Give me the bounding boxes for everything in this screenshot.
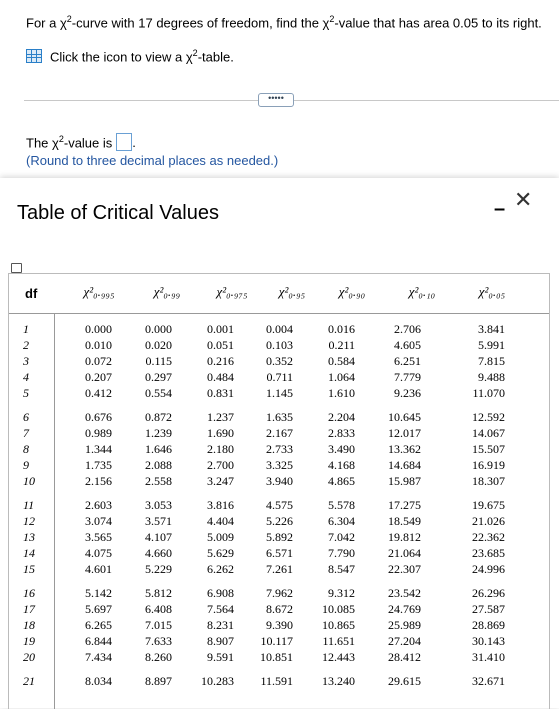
table-cell: 15.507: [472, 442, 505, 456]
table-cell: 0.051: [207, 338, 234, 352]
table-cell: 2.603: [85, 498, 112, 512]
table-cell: 9.390: [266, 618, 293, 632]
table-grid-icon[interactable]: [26, 49, 42, 63]
table-cell: 8.260: [145, 650, 172, 664]
table-cell: 8.672: [266, 602, 293, 616]
table-cell: 0.207: [85, 370, 112, 384]
df-value: 12: [23, 514, 35, 528]
table-cell: 5.578: [328, 498, 355, 512]
table-cell: 10.645: [388, 410, 421, 424]
table-row: [9, 618, 549, 634]
table-cell: 27.587: [472, 602, 505, 616]
table-cell: 7.042: [328, 530, 355, 544]
df-value: 13: [23, 530, 35, 544]
table-cell: 6.908: [207, 586, 234, 600]
table-cell: 6.265: [85, 618, 112, 632]
table-cell: 16.919: [472, 458, 505, 472]
table-cell: 19.812: [388, 530, 421, 544]
table-cell: 3.053: [145, 498, 172, 512]
df-value: 17: [23, 602, 35, 616]
table-row: [9, 530, 549, 546]
table-cell: 30.143: [472, 634, 505, 648]
table-cell: 3.074: [85, 514, 112, 528]
table-cell: 17.275: [388, 498, 421, 512]
table-cell: 4.601: [85, 562, 112, 576]
table-cell: 27.204: [388, 634, 421, 648]
df-value: 21: [23, 674, 35, 688]
df-value: 16: [23, 586, 35, 600]
df-value: 18: [23, 618, 35, 632]
table-cell: 1.735: [85, 458, 112, 472]
table-cell: 1.690: [207, 426, 234, 440]
table-row: [9, 546, 549, 562]
table-cell: 6.408: [145, 602, 172, 616]
table-cell: 7.633: [145, 634, 172, 648]
table-cell: 5.991: [478, 338, 505, 352]
table-cell: 0.297: [145, 370, 172, 384]
table-row: [9, 650, 549, 666]
expand-button[interactable]: •••••: [258, 93, 294, 107]
column-header: χ²₀.₉₉₅: [83, 284, 115, 299]
table-cell: 0.554: [145, 386, 172, 400]
table-cell: 0.216: [207, 354, 234, 368]
table-cell: 8.907: [207, 634, 234, 648]
table-cell: 0.010: [85, 338, 112, 352]
table-row: [9, 442, 549, 458]
table-cell: 2.833: [328, 426, 355, 440]
table-cell: 2.733: [266, 442, 293, 456]
table-cell: 18.549: [388, 514, 421, 528]
table-cell: 4.605: [394, 338, 421, 352]
table-cell: 4.404: [207, 514, 234, 528]
table-cell: 5.697: [85, 602, 112, 616]
df-value: 6: [23, 410, 29, 424]
table-row: [9, 322, 549, 338]
table-cell: 24.769: [388, 602, 421, 616]
table-cell: 0.103: [266, 338, 293, 352]
table-cell: 5.812: [145, 586, 172, 600]
df-value: 15: [23, 562, 35, 576]
table-row: [9, 498, 549, 514]
table-cell: 5.009: [207, 530, 234, 544]
copy-icon[interactable]: [11, 263, 22, 273]
table-cell: 23.685: [472, 546, 505, 560]
table-cell: 22.307: [388, 562, 421, 576]
table-cell: 0.115: [145, 354, 172, 368]
table-cell: 11.591: [260, 674, 293, 688]
table-cell: 9.591: [207, 650, 234, 664]
table-cell: 3.571: [145, 514, 172, 528]
table-cell: 11.070: [472, 386, 505, 400]
table-cell: 0.072: [85, 354, 112, 368]
df-value: 14: [23, 546, 35, 560]
table-cell: 4.660: [145, 546, 172, 560]
table-cell: 7.261: [266, 562, 293, 576]
chi-square-table-link[interactable]: [26, 48, 234, 64]
table-cell: 7.790: [328, 546, 355, 560]
critical-values-table: [8, 273, 550, 709]
table-cell: 0.484: [207, 370, 234, 384]
table-cell: 1.237: [207, 410, 234, 424]
table-cell: 4.075: [85, 546, 112, 560]
table-cell: 5.226: [266, 514, 293, 528]
table-cell: 0.872: [145, 410, 172, 424]
table-cell: 3.325: [266, 458, 293, 472]
df-value: 19: [23, 634, 35, 648]
table-cell: 8.897: [145, 674, 172, 688]
column-header: χ²₀.₀₅: [478, 284, 506, 299]
df-value: 3: [23, 354, 29, 368]
table-cell: 8.547: [328, 562, 355, 576]
table-cell: 3.565: [85, 530, 112, 544]
table-row: [9, 586, 549, 602]
table-cell: 0.016: [328, 322, 355, 336]
answer-line: The $\chi^2$-value is .: [26, 133, 136, 151]
table-cell: 12.592: [472, 410, 505, 424]
table-cell: 14.067: [472, 426, 505, 440]
table-cell: 0.000: [145, 322, 172, 336]
table-row: [9, 370, 549, 386]
table-cell: 7.434: [85, 650, 112, 664]
table-cell: 10.117: [260, 634, 293, 648]
table-cell: 1.064: [328, 370, 355, 384]
table-row: [9, 338, 549, 354]
table-cell: 2.088: [145, 458, 172, 472]
table-cell: 28.869: [472, 618, 505, 632]
critical-values-panel: [0, 178, 559, 708]
question-text: For a $\chi^2$-curve with 17 degrees of freedom, find the $\chi^2$-value that has area 0.05 to its right.: [26, 14, 542, 31]
table-cell: 7.564: [207, 602, 234, 616]
panel-title: Table of Critical Values: [17, 202, 219, 224]
df-value: 20: [23, 650, 35, 664]
table-cell: 6.262: [207, 562, 234, 576]
table-row: [9, 602, 549, 618]
answer-input[interactable]: [116, 133, 132, 151]
df-value: 5: [23, 386, 29, 400]
table-cell: 5.229: [145, 562, 172, 576]
table-cell: 2.180: [207, 442, 234, 456]
table-cell: 10.085: [322, 602, 355, 616]
table-cell: 14.684: [388, 458, 421, 472]
table-cell: 0.412: [85, 386, 112, 400]
df-value: 8: [23, 442, 29, 456]
table-row: [9, 458, 549, 474]
table-cell: 3.816: [207, 498, 234, 512]
table-cell: 2.167: [266, 426, 293, 440]
table-cell: 3.247: [207, 474, 234, 488]
table-cell: 5.142: [85, 586, 112, 600]
table-cell: 8.034: [85, 674, 112, 688]
table-cell: 6.844: [85, 634, 112, 648]
close-button[interactable]: ✕: [514, 187, 533, 212]
table-cell: 29.615: [388, 674, 421, 688]
df-header: df: [25, 286, 38, 301]
table-cell: 10.865: [322, 618, 355, 632]
column-header: χ²₀.₉₇₅: [216, 284, 248, 299]
table-cell: 4.107: [145, 530, 172, 544]
df-value: 7: [23, 426, 29, 440]
table-cell: 2.700: [207, 458, 234, 472]
df-value: 4: [23, 370, 29, 384]
table-cell: 6.304: [328, 514, 355, 528]
table-cell: 0.001: [207, 322, 234, 336]
table-cell: 0.020: [145, 338, 172, 352]
table-cell: 19.675: [472, 498, 505, 512]
table-cell: 3.940: [266, 474, 293, 488]
table-link-text: Click the icon to view a $\chi^2$-table.: [50, 48, 234, 65]
table-cell: 3.490: [328, 442, 355, 456]
df-value: 1: [23, 322, 29, 336]
table-row: [9, 426, 549, 442]
column-header: χ²₀.₉₅: [278, 284, 306, 299]
column-header: χ²₀.₉₀: [338, 284, 366, 299]
table-cell: 8.231: [207, 618, 234, 632]
table-cell: 7.962: [266, 586, 293, 600]
table-cell: 2.204: [328, 410, 355, 424]
table-cell: 10.851: [260, 650, 293, 664]
table-cell: 9.236: [394, 386, 421, 400]
minimize-button[interactable]: –: [494, 198, 506, 220]
table-cell: 0.676: [85, 410, 112, 424]
table-cell: 26.296: [472, 586, 505, 600]
table-row: [9, 514, 549, 530]
df-value: 2: [23, 338, 29, 352]
table-cell: 11.651: [322, 634, 355, 648]
table-row: [9, 386, 549, 402]
table-cell: 0.584: [328, 354, 355, 368]
table-row: [9, 634, 549, 650]
column-header: χ²₀.₁₀: [408, 284, 436, 299]
table-row: [9, 562, 549, 578]
table-cell: 13.240: [322, 674, 355, 688]
table-cell: 1.610: [328, 386, 355, 400]
table-cell: 23.542: [388, 586, 421, 600]
column-header: χ²₀.₉₉: [153, 284, 181, 299]
table-cell: 4.575: [266, 498, 293, 512]
table-cell: 12.443: [322, 650, 355, 664]
table-cell: 1.344: [85, 442, 112, 456]
table-cell: 15.987: [388, 474, 421, 488]
table-cell: 6.251: [394, 354, 421, 368]
table-cell: 0.000: [85, 322, 112, 336]
table-cell: 7.779: [394, 370, 421, 384]
table-cell: 4.865: [328, 474, 355, 488]
answer-label: The $\chi^2$-value is: [26, 133, 113, 151]
table-cell: 2.706: [394, 322, 421, 336]
table-cell: 21.026: [472, 514, 505, 528]
table-cell: 10.283: [201, 674, 234, 688]
table-cell: 18.307: [472, 474, 505, 488]
table-cell: 9.488: [478, 370, 505, 384]
table-cell: 24.996: [472, 562, 505, 576]
table-header: [9, 274, 549, 314]
df-value: 9: [23, 458, 29, 472]
table-cell: 2.558: [145, 474, 172, 488]
table-row: [9, 410, 549, 426]
table-cell: 2.156: [85, 474, 112, 488]
table-cell: 5.629: [207, 546, 234, 560]
table-cell: 0.989: [85, 426, 112, 440]
table-cell: 9.312: [328, 586, 355, 600]
table-cell: 1.635: [266, 410, 293, 424]
table-cell: 1.646: [145, 442, 172, 456]
table-cell: 4.168: [328, 458, 355, 472]
table-cell: 25.989: [388, 618, 421, 632]
df-value: 11: [23, 498, 35, 512]
table-cell: 1.239: [145, 426, 172, 440]
table-cell: 31.410: [472, 650, 505, 664]
table-cell: 12.017: [388, 426, 421, 440]
table-cell: 5.892: [266, 530, 293, 544]
table-cell: 7.815: [478, 354, 505, 368]
table-cell: 28.412: [388, 650, 421, 664]
table-row: [9, 474, 549, 490]
table-cell: 32.671: [472, 674, 505, 688]
table-row: [9, 674, 549, 690]
table-cell: 0.004: [266, 322, 293, 336]
table-cell: 0.352: [266, 354, 293, 368]
table-row: [9, 354, 549, 370]
table-cell: 0.211: [328, 338, 355, 352]
table-cell: 22.362: [472, 530, 505, 544]
df-value: 10: [23, 474, 35, 488]
rounding-hint: (Round to three decimal places as needed.): [26, 153, 279, 168]
table-cell: 0.831: [207, 386, 234, 400]
table-cell: 21.064: [388, 546, 421, 560]
table-cell: 0.711: [266, 370, 293, 384]
table-cell: 1.145: [266, 386, 293, 400]
table-cell: 7.015: [145, 618, 172, 632]
table-cell: 13.362: [388, 442, 421, 456]
table-cell: 6.571: [266, 546, 293, 560]
table-cell: 3.841: [478, 322, 505, 336]
